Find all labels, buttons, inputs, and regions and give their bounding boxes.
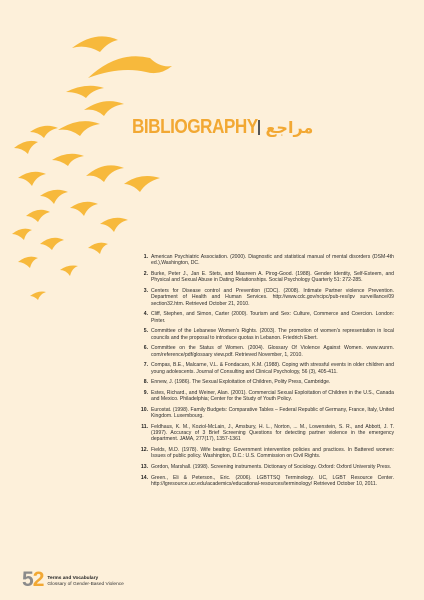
bird-9 bbox=[86, 165, 124, 182]
page-number-digit-2: 2 bbox=[32, 568, 44, 591]
reference-number: 2. bbox=[143, 270, 148, 277]
reference-text: Burke, Peter J., Jan E. Stets, and Maureen A. Pirog-Good. (1988). Gender Identity, Self-Esteem, and Physical and Sexual Abuse in Dating Relationships. Social Psychology Quarterly 51: 272-285. bbox=[151, 270, 394, 284]
reference-item bbox=[140, 407, 394, 420]
reference-number: 4. bbox=[143, 311, 148, 318]
bird-19 bbox=[18, 257, 38, 268]
reference-text: Gordon, Marshall. (1998). Screening instruments. Dictionary of Sociology. Oxford: Oxford University Press. bbox=[151, 464, 392, 471]
bird-20 bbox=[60, 266, 78, 277]
footer-caption bbox=[47, 576, 123, 590]
title-divider bbox=[258, 120, 260, 135]
reference-number: 8. bbox=[143, 379, 148, 386]
reference-number: 1. bbox=[143, 254, 148, 260]
page-number-digit-1: 5 bbox=[22, 568, 33, 591]
bird-8 bbox=[52, 154, 84, 166]
bird-16 bbox=[12, 229, 32, 240]
bird-12 bbox=[40, 190, 68, 204]
reference-item bbox=[140, 328, 394, 341]
reference-item bbox=[140, 288, 394, 307]
reference-number: 6. bbox=[143, 345, 148, 352]
reference-item bbox=[140, 447, 394, 460]
reference-number: 14. bbox=[140, 474, 148, 481]
reference-number: 5. bbox=[143, 328, 148, 335]
footer-title: Terms and Vocabulary bbox=[47, 576, 99, 581]
reference-item bbox=[140, 390, 394, 403]
bird-15 bbox=[100, 218, 128, 232]
reference-number: 11. bbox=[141, 423, 148, 430]
reference-text: Ennew, J. (1986). The Sexual Exploitation of Children, Polity Press, Cambridge. bbox=[151, 379, 331, 386]
bird-13 bbox=[70, 202, 98, 216]
reference-item bbox=[140, 271, 394, 284]
bird-18 bbox=[88, 243, 108, 254]
bird-6 bbox=[58, 121, 100, 136]
bird-7 bbox=[14, 141, 38, 154]
title-arabic: مراجع bbox=[265, 118, 314, 137]
reference-text: Compas, B.E., Malcarne, V.L. & Fondacaro, K.M. (1988). Coping with stressful events in older children and young adolescents. Journal of Consulting and Clinical Psychology, 56 (3), 405-411. bbox=[151, 362, 394, 375]
reference-list bbox=[140, 254, 394, 492]
reference-number: 3. bbox=[143, 287, 148, 294]
title-english: BIBLIOGRAPHY bbox=[132, 116, 258, 138]
reference-number: 9. bbox=[143, 389, 148, 396]
page-number bbox=[22, 570, 43, 590]
reference-item bbox=[140, 311, 394, 324]
reference-text: Centers for Disease control and Prevention (CDC). (2008). Intimate Partner violence Prevention. Department of Health and Human Services. http://www.cdc.gov/ncipc/pub-res/ipv surveillance/09 section32.htm. Retrieved October 21, 2010. bbox=[151, 287, 394, 307]
reference-item bbox=[140, 424, 394, 443]
reference-text: Cliff, Stephen, and Simon, Carter (2000). Tourism and Sex: Culture, Commerce and Coercion. London: Pinter. bbox=[151, 311, 394, 324]
reference-number: 13. bbox=[140, 464, 148, 471]
reference-item bbox=[140, 362, 394, 375]
bird-10 bbox=[124, 176, 160, 192]
reference-number: 10. bbox=[140, 406, 148, 413]
reference-text: Estes, Richard., and Weiner, Alan. (2001). Commercial Sexual Exploitation of Children in the U.S., Canada and Mexico. Philadelphia; Center for the Study of Youth Policy. bbox=[151, 389, 394, 403]
reference-item bbox=[140, 345, 394, 358]
page-heading bbox=[132, 116, 313, 139]
bird-5 bbox=[30, 126, 58, 138]
reference-text: Committee on the Status of Women. (2004). Glossary Of Violence Against Women. www.wunrn. com/reference/pdf/glossary view.pdf. Retrieved November, 1, 2010. bbox=[151, 345, 394, 358]
reference-text: American Psychiatric Association. (2000). Diagnostic and statistical manual of mental disorders (DSM-4th ed.),Washington, DC. bbox=[151, 254, 394, 267]
page-footer bbox=[22, 570, 124, 590]
reference-text: Eurostat. (1998). Family Budgets: Comparative Tables – Federal Republic of Germany, France, Italy, United Kingdom. Luxembourg. bbox=[151, 406, 394, 420]
bird-4 bbox=[84, 101, 124, 116]
bird-21 bbox=[30, 292, 46, 301]
reference-number: 12. bbox=[140, 447, 148, 454]
bird-17 bbox=[40, 238, 64, 250]
reference-item bbox=[140, 464, 394, 470]
reference-text: Feldhaus, K. M., Koziol-McLain, J., Amsbury, H. L., Norton, ... M., Lowenstein, S. R., and Abbott, J. T. (1997). Accuracy of 3 Brief Screening Questions for detecting partner violence in the emergency department. JAMA, 277(17), 1357-1361 bbox=[151, 423, 394, 443]
reference-item bbox=[140, 254, 394, 267]
reference-text: Fields, M.D. (1978). Wife beating: Government intervention policies and practices. In Battered women: Issues of public policy. Washington, D.C.: U.S. Commission on Civil Rights. bbox=[151, 447, 394, 460]
bird-2 bbox=[88, 56, 172, 78]
bird-1 bbox=[72, 36, 118, 52]
footer-subtitle: Glossary of Gender-Based Violence bbox=[47, 582, 124, 587]
reference-text: Green., Eli & Peterson., Eric. (2006). LGBTTSQ Terminology. UC, LGBT Resource Center. http://lgresource.ucr.edu/academics/educational-resources/terminology/ Retrieved October 10, 2011. bbox=[151, 474, 394, 488]
bird-3 bbox=[66, 86, 104, 98]
reference-item bbox=[140, 379, 394, 385]
reference-text: Committee of the Lebanese Women's Rights. (2003). The promotion of women's representation in local councils and the proposal to introduce quotas in Lebanon. Friedrich Ebert. bbox=[151, 328, 394, 341]
reference-number: 7. bbox=[143, 362, 148, 369]
bird-11 bbox=[18, 172, 46, 186]
reference-item bbox=[140, 475, 394, 488]
bird-14 bbox=[26, 210, 50, 222]
